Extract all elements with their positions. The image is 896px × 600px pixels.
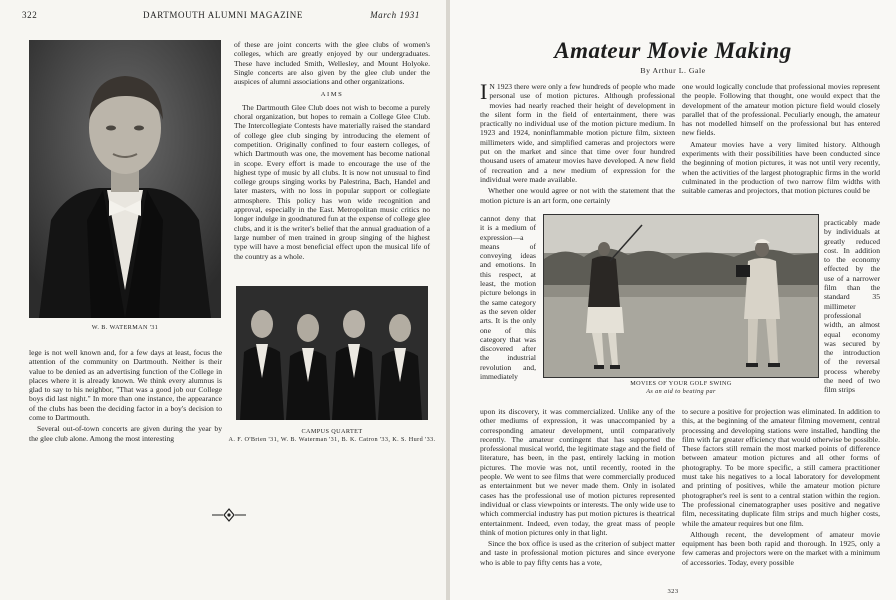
ornament-icon [212,508,246,522]
quartet-caption-title: CAMPUS QUARTET [301,428,363,435]
campus-quartet-photo [236,286,428,420]
golf-caption-subtitle: As an aid to beating par [646,388,716,395]
portrait-caption: W. B. WATERMAN '31 [91,324,159,331]
paragraph: of these are joint concerts with the glee clubs of women's colleges, which are greatly enjoyed by our undergraduates. These have included Smith, Wellesley, and Mount Holyoke. Single concerts are also given by the glee club under the auspices of alumni associations and other organizations. [234,40,430,87]
paragraph: lege is not well known and, for a few days at least, focus the attention of the community on Dartmouth. Neither is their value to be denied as an advertising function of the College in places where it is already known. We think every alumnus is glad to say to his neighbor, "That was a good job our College boys did last night." In more than one instance, the appearance of the clubs has been the deciding factor in a boy's decision to come to Dartmouth. [29,348,222,423]
paragraph: to secure a positive for projection was eliminated. In addition to this, at the beginning of the amateur filming movement, central processing and developing stations were installed, handling the film with far greater efficiency that would otherwise be possible. These factors still remain the most marked points of difference between amateur motion pictures and all other forms of photography. To be more specific, a still camera practitioner must take his negatives to a local laboratory for development and printing of positives, while the amateur motion picture photographer's reel is sent to a central station within the region. The professional cinematographer uses positive and negative film, necessitating duplicate film strips and much higher costs, while the amateur requires but one film. [682,407,880,528]
portrait-illustration [29,40,221,318]
article-title: Amateur Movie Making [554,38,792,63]
issue-date: March 1931 [370,10,420,20]
golf-illustration [544,215,818,377]
quartet-caption-names: A. F. O'Brien '31, W. B. Waterman '31, B. K. Catron '33, K. S. Hurd '33. [228,436,436,443]
right-col1-bottom [480,407,675,569]
right-col2-narrow [824,218,880,397]
paragraph: cannot deny that it is a medium of expression—a means of conveying ideas and emotions. In this respect, at least, the motion picture belongs in the same category as the seven older arts. It is the only one of this category that was discovered after the industrial revolution and, immediately [480,214,536,382]
paragraph: The Dartmouth Glee Club does not wish to become a purely choral organization, but hopes to remain a College Glee Club. The Intercollegiate Contests have materially raised the standard of college glee club singing by introducing the element of competition. Originally confined to four eastern colleges, of which Dartmouth was one, the movement has become national in scope. Every effort is made to encourage the use of the highest type of music by all clubs. It is now not unusual to find college groups singing works by Palestrina, Bach, Handel and later masters, with no loss in popular support or collegiate atmosphere. This policy has won wide recognition and approval, especially in the East. Metropolitan music critics no longer indulge in goodnatured fun at the expense of college glee clubs, and it is the writer's belief that the annual graduation of a large number of men trained in group singing of the highest type will have a most beneficial effect upon the musical life of the country as a whole. [234,102,430,261]
drop-cap: I [480,79,488,104]
paragraph: practicably made by individuals at greatly reduced cost. In addition to the economy effected by the use of a narrower film than the standard 35 millimeter professional width, an almost equal economy was secured by the introduction of the reversal process whereby the need of two film strips [824,218,880,395]
page-number: 323 [667,588,679,595]
paragraph [480,79,675,184]
page-number: 322 [22,10,38,20]
article-byline: By Arthur L. Gale [640,66,706,75]
left-page-column-right [234,40,430,263]
paragraph: Since the box office is used as the criterion of subject matter and taste in professional motion pictures and since everyone who is able to pay fifty cents has a vote, [480,539,675,567]
portrait-photo [29,40,221,318]
right-col2-bottom [682,407,880,569]
right-col1-top [480,79,675,207]
left-page-column-left [29,348,222,445]
paragraph: Whether one would agree or not with the statement that the motion picture is an art form, one certainly [480,186,675,205]
paragraph: one would logically conclude that professional movies represent the people. Following that thought, one would expect that the development of the amateur motion picture field would closely parallel that of the professional. Peculiarly enough, the amateur has not modelled himself on the professional but has entered new fields. [682,82,880,138]
paragraph: Although recent, the development of amateur movie equipment has been both rapid and thorough. In 1925, only a few cameras and projectors were on the market with a minimum of accessories. Today, every possible [682,529,880,567]
left-page [0,0,446,600]
paragraph: Amateur movies have a very limited history. Although experiments with their possibilities have been conducted since the beginning of motion pictures, it was not until very recently, when the activities of the largest photographic firms in the world culminated in the production of two narrow film widths with suitable cameras and projectors, that motion pictures could be [682,139,880,196]
running-head: DARTMOUTH ALUMNI MAGAZINE [143,10,303,20]
right-col1-narrow [480,214,536,383]
intro-text: N 1923 there were only a few hundreds of people who made personal use of motion pictures. Although professional movies had nearly reached their height of development in the silent form in the field of entertainment, there was practically no individual use of the motion picture medium. In 1923 and 1924, noninflammable motion picture film, sixteen millimeters wide, and simplified cameras and projectors were put on the market and since that time over four hundred thousand users of amateur movies have developed. A new field of recreation and a new medium of expression for the individual were made available. [480,82,675,184]
golf-caption-title: MOVIES OF YOUR GOLF SWING [630,380,732,387]
golf-swing-photo [543,214,819,378]
right-page [450,0,896,600]
aims-heading: AIMS [320,91,344,99]
right-col2-top [682,82,880,198]
paragraph: Several out-of-town concerts are given during the year by the glee club alone. Among the most interesting [29,424,222,443]
paragraph: upon its discovery, it was commercialized. Unlike any of the other mediums of expression, it was unaccompanied by a corresponding amateur development, until comparatively recently. The amateur contingent that has supported the professional musical world, the legitimate stage and the field of literature, has been, in the past, entirely lacking in motion pictures. The movie was not, until recently, rooted in the people. We went to see films that were commercially produced as entertainment but we never made them. Only in isolated cases has the professional use of motion pictures represented individual or class viewpoints or interests. The only wide use to which commercial industry has put motion pictures is theatrical entertainment. Indeed, even today, the great mass of people think of motion pictures only in that light. [480,407,675,537]
quartet-illustration [236,286,428,420]
